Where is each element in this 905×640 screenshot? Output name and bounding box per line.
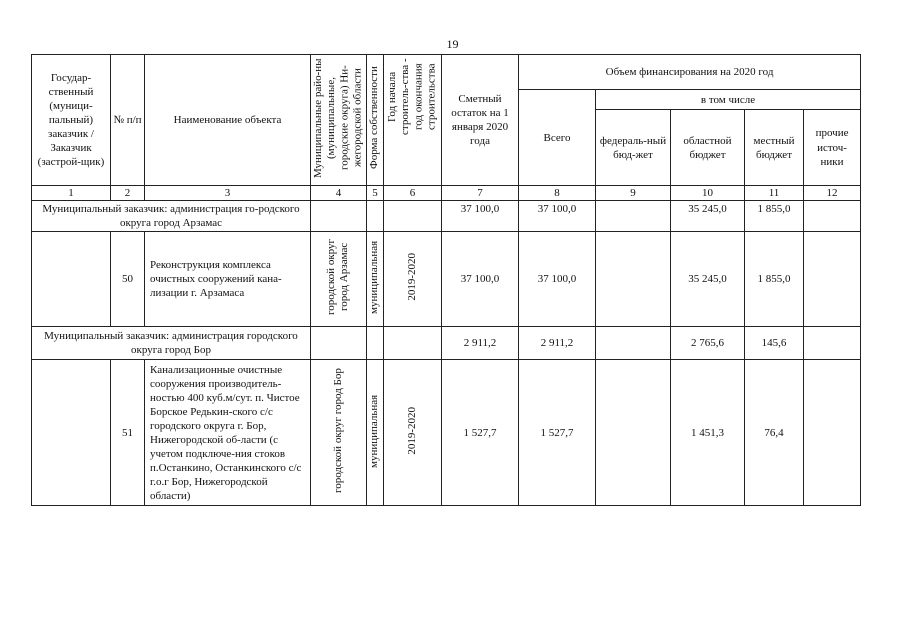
financing-table bbox=[31, 54, 861, 506]
column-numbers-row bbox=[32, 186, 861, 201]
municipality-value: городской округ город Арзамас bbox=[325, 239, 351, 316]
empty-cell bbox=[311, 327, 367, 360]
years-cell bbox=[384, 360, 442, 506]
ownership-cell bbox=[367, 360, 384, 506]
years-value: 2019-2020 bbox=[405, 407, 418, 455]
federal-value bbox=[596, 201, 671, 232]
header-remaining: Сметный остаток на 1 января 2020 года bbox=[442, 55, 519, 186]
other-value bbox=[804, 201, 861, 232]
header-financing: Объем финансирования на 2020 год bbox=[519, 55, 861, 90]
remaining-value: 37 100,0 bbox=[442, 232, 519, 327]
header-total: Всего bbox=[519, 90, 596, 186]
group-row-arzamas bbox=[32, 201, 861, 232]
empty-cell bbox=[367, 327, 384, 360]
ownership-value: муниципальная bbox=[368, 394, 381, 468]
municipality-cell bbox=[311, 360, 367, 506]
header-years: Год начала строитель-ства - год окончания строительства bbox=[386, 58, 438, 136]
local-value: 1 855,0 bbox=[745, 232, 804, 327]
header-municipality: Муниципальные райо-ны (муниципальные, городские округа) Ни-жегородской области bbox=[312, 58, 364, 178]
municipality-cell bbox=[311, 232, 367, 327]
ownership-value: муниципальная bbox=[368, 240, 381, 314]
header-other: прочие источ-ники bbox=[804, 110, 861, 186]
empty-cell bbox=[32, 360, 111, 506]
regional-value: 2 765,6 bbox=[671, 327, 745, 360]
object-name: Реконструкция комплекса очистных сооружений кана-лизации г. Арзамаса bbox=[145, 232, 311, 327]
header-regional: областной бюджет bbox=[671, 110, 745, 186]
header-ownership-cell bbox=[367, 55, 384, 186]
other-value bbox=[804, 232, 861, 327]
header-local: местный бюджет bbox=[745, 110, 804, 186]
col-number: 5 bbox=[367, 186, 384, 201]
col-number: 1 bbox=[32, 186, 111, 201]
municipality-value: городской округ город Бор bbox=[331, 368, 344, 494]
regional-value: 1 451,3 bbox=[671, 360, 745, 506]
empty-cell bbox=[384, 327, 442, 360]
regional-value: 35 245,0 bbox=[671, 232, 745, 327]
other-value bbox=[804, 360, 861, 506]
federal-value bbox=[596, 327, 671, 360]
local-value: 1 855,0 bbox=[745, 201, 804, 232]
federal-value bbox=[596, 360, 671, 506]
header-customer: Государ-ственный (муници-пальный) заказчик / Заказчик (застрой-щик) bbox=[32, 55, 111, 186]
col-number: 11 bbox=[745, 186, 804, 201]
group-customer: Муниципальный заказчик: администрация городского округа город Бор bbox=[32, 327, 311, 360]
local-value: 76,4 bbox=[745, 360, 804, 506]
col-number: 2 bbox=[111, 186, 145, 201]
years-value: 2019-2020 bbox=[405, 253, 418, 302]
header-including: в том числе bbox=[596, 90, 861, 110]
group-customer: Муниципальный заказчик: администрация го-родского округа город Арзамас bbox=[32, 201, 311, 232]
object-name: Канализационные очистные сооружения производитель-ностью 400 куб.м/сут. п. Чистое Борское Редькин-ского с/с городского округа г. Бор, Нижегородской об-ласти (с учетом подключе-ния стоков п.Останкино, Останкинского с/с г.о.г Бор, Нижегородской области) bbox=[145, 360, 311, 506]
col-number: 6 bbox=[384, 186, 442, 201]
col-number: 4 bbox=[311, 186, 367, 201]
years-cell bbox=[384, 232, 442, 327]
header-municipality-cell bbox=[311, 55, 367, 186]
table-row bbox=[32, 232, 861, 327]
row-num: 51 bbox=[111, 360, 145, 506]
remaining-value: 1 527,7 bbox=[442, 360, 519, 506]
local-value: 145,6 bbox=[745, 327, 804, 360]
regional-value: 35 245,0 bbox=[671, 201, 745, 232]
header-federal: федераль-ный бюд-жет bbox=[596, 110, 671, 186]
total-value: 1 527,7 bbox=[519, 360, 596, 506]
remaining-value: 37 100,0 bbox=[442, 201, 519, 232]
total-value: 2 911,2 bbox=[519, 327, 596, 360]
col-number: 3 bbox=[145, 186, 311, 201]
ownership-cell bbox=[367, 232, 384, 327]
col-number: 10 bbox=[671, 186, 745, 201]
col-number: 9 bbox=[596, 186, 671, 201]
col-number: 7 bbox=[442, 186, 519, 201]
header-years-cell bbox=[384, 55, 442, 186]
col-number: 8 bbox=[519, 186, 596, 201]
header-num: № п/п bbox=[111, 55, 145, 186]
group-row-bor bbox=[32, 327, 861, 360]
federal-value bbox=[596, 232, 671, 327]
total-value: 37 100,0 bbox=[519, 232, 596, 327]
row-num: 50 bbox=[111, 232, 145, 327]
empty-cell bbox=[384, 201, 442, 232]
header-object-name: Наименование объекта bbox=[145, 55, 311, 186]
total-value: 37 100,0 bbox=[519, 201, 596, 232]
empty-cell bbox=[311, 201, 367, 232]
page-number: 19 bbox=[446, 37, 459, 51]
other-value bbox=[804, 327, 861, 360]
empty-cell bbox=[32, 232, 111, 327]
table-row bbox=[32, 360, 861, 506]
header-ownership: Форма собственности bbox=[368, 66, 381, 170]
col-number: 12 bbox=[804, 186, 861, 201]
remaining-value: 2 911,2 bbox=[442, 327, 519, 360]
empty-cell bbox=[367, 201, 384, 232]
